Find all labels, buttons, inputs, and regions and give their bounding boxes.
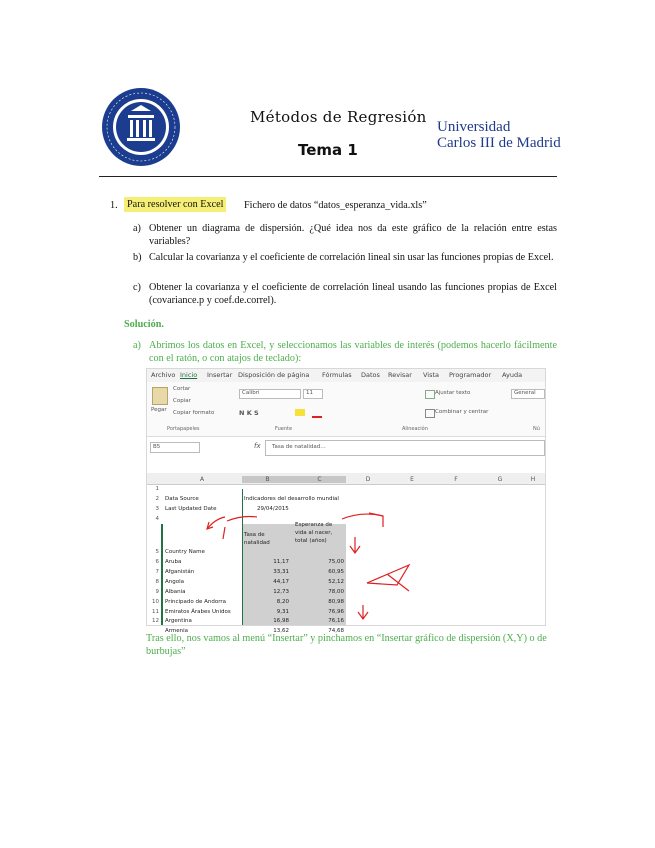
row-number[interactable]: 7 (155, 569, 159, 575)
solution-after-text: Tras ello, nos vamos al menú “Insertar” y pinchamos en “Insertar gráfico de dispersión (X,Y) o de burbujas” (146, 633, 547, 657)
row-number[interactable]: 2 (155, 496, 159, 502)
menu-formulas[interactable]: Fórmulas (322, 371, 352, 379)
format-painter-button[interactable]: Copiar formato (173, 410, 215, 416)
group-alineacion: Alineación (402, 426, 428, 432)
cell-birth-rate[interactable]: 13,62 (273, 628, 289, 634)
question-highlight: Para resolver con Excel (124, 197, 226, 212)
row-number[interactable]: 8 (155, 579, 159, 585)
menu-insertar[interactable]: Insertar (207, 371, 233, 379)
part-text: Obtener un diagrama de dispersión. ¿Qué idea nos da este gráfico de la relación entre estas variables? (149, 223, 557, 247)
group-portapapeles: Portapapeles (167, 426, 200, 432)
menu-revisar[interactable]: Revisar (388, 371, 412, 379)
red-annotations (147, 369, 545, 625)
cell-birth-rate[interactable]: 33,31 (273, 569, 289, 575)
row-number[interactable]: 1 (155, 486, 159, 492)
cell-country[interactable]: Principado de Andorra (165, 599, 227, 605)
row-number[interactable]: 3 (155, 506, 159, 512)
row-number[interactable]: 9 (155, 589, 159, 595)
font-size-value: 11 (306, 390, 313, 396)
group-numero: Nú (533, 426, 540, 432)
cell-a3[interactable]: Last Updated Date (165, 506, 217, 512)
cell-birth-rate[interactable]: 44,17 (273, 579, 289, 585)
cell-life-exp[interactable]: 80,98 (328, 599, 344, 605)
menu-datos[interactable]: Datos (361, 371, 380, 379)
cell-birth-rate[interactable]: 16,98 (273, 618, 289, 624)
question-number: 1. (110, 200, 118, 211)
solution-title: Solución. (124, 319, 164, 330)
cell-life-exp[interactable]: 76,96 (328, 609, 344, 615)
university-name-line1: Universidad (437, 119, 511, 135)
row-number[interactable]: 6 (155, 559, 159, 565)
col-e-header[interactable]: E (410, 476, 414, 483)
col-c-header[interactable]: C (293, 476, 346, 483)
number-format-value: General (514, 390, 536, 396)
university-name-line2: Carlos III de Madrid (437, 135, 561, 151)
part-text: Obtener la covarianza y el coeficiente de correlación lineal usando las funciones propias de Excel (covariance.p y coef.de.correl). (149, 282, 557, 306)
cut-button[interactable]: Cortar (173, 386, 191, 392)
topic-title: Tema 1 (298, 141, 358, 159)
question-part-a (133, 222, 557, 248)
cell-life-exp[interactable]: 74,68 (328, 628, 344, 634)
cell-country[interactable]: Argentina (165, 618, 192, 624)
excel-screenshot (146, 368, 546, 634)
question-part-b (133, 251, 557, 277)
header-rule (99, 176, 557, 177)
cell-birth-rate[interactable]: 9,31 (276, 609, 289, 615)
menu-disposicion[interactable]: Disposición de página (238, 371, 310, 379)
group-fuente: Fuente (275, 426, 293, 432)
part-label: b) (133, 252, 142, 263)
cell-country[interactable]: Afganistán (165, 569, 195, 575)
cell-life-exp[interactable]: 76,16 (328, 618, 344, 624)
row-number[interactable]: 10 (152, 599, 159, 605)
cell-country[interactable]: Aruba (165, 559, 182, 565)
merge-center-button[interactable]: Combinar y centrar (435, 409, 489, 415)
cell-a5[interactable]: Country Name (165, 549, 205, 555)
menu-ayuda[interactable]: Ayuda (502, 371, 523, 379)
cell-birth-rate[interactable]: 8,20 (276, 599, 289, 605)
formula-value: Tasa de natalidad… (272, 444, 326, 450)
part-label: a) (133, 223, 141, 234)
col-f-header[interactable]: F (454, 476, 458, 483)
menu-programador[interactable]: Programador (449, 371, 492, 379)
cell-country[interactable]: Armenia (165, 628, 189, 634)
menu-inicio[interactable]: Inicio (180, 371, 198, 379)
row-number[interactable]: 5 (155, 549, 159, 555)
university-logo (101, 87, 181, 167)
part-label: a) (133, 340, 141, 351)
menu-archivo[interactable]: Archivo (151, 371, 176, 379)
course-title: Métodos de Regresión (250, 108, 427, 126)
cell-life-exp[interactable]: 52,12 (328, 579, 344, 585)
col-h-header[interactable]: H (530, 476, 536, 483)
copy-button[interactable]: Copiar (173, 398, 191, 404)
cell-country[interactable]: Albania (165, 589, 186, 595)
question-part-c (133, 281, 557, 307)
cell-life-exp[interactable]: 78,00 (328, 589, 344, 595)
question-text: Fichero de datos “datos_esperanza_vida.xls” (244, 200, 427, 211)
part-text: Calcular la covarianza y el coeficiente de correlación lineal sin usar las funciones propias de Excel. (149, 252, 554, 263)
row-number[interactable]: 4 (155, 516, 159, 522)
cell-a2[interactable]: Data Source (165, 496, 199, 502)
col-g-header[interactable]: G (497, 476, 503, 483)
cell-b2[interactable]: Indicadores del desarrollo mundial (244, 496, 339, 502)
cell-life-exp[interactable]: 75,00 (328, 559, 344, 565)
cell-country[interactable]: Angola (165, 579, 185, 585)
col-a-header[interactable]: A (199, 476, 205, 483)
cell-life-exp[interactable]: 60,95 (328, 569, 344, 575)
row-number[interactable]: 12 (152, 618, 159, 624)
cell-country[interactable]: Emiratos Árabes Unidos (165, 609, 231, 615)
menu-vista[interactable]: Vista (423, 371, 440, 379)
part-text: Abrimos los datos en Excel, y seleccionamos las variables de interés (podemos hacerlo fácilmente con el ratón, o con atajos de teclado): (149, 340, 557, 364)
font-name-value: Calibri (242, 390, 260, 396)
name-box-value: B5 (153, 444, 161, 450)
cell-b3[interactable]: 29/04/2015 (257, 506, 289, 512)
cell-birth-rate[interactable]: 11,17 (273, 559, 289, 565)
cell-c5[interactable]: Esperanza de vida al nacer, total (años) (295, 522, 333, 544)
fx-icon: fx (254, 442, 261, 450)
row-number[interactable]: 11 (152, 609, 159, 615)
bold-italic-underline[interactable]: N K S (239, 409, 259, 417)
col-d-header[interactable]: D (365, 476, 371, 483)
paste-label[interactable]: Pegar (151, 407, 167, 413)
solution-part-a (133, 339, 557, 365)
wrap-text-button[interactable]: Ajustar texto (435, 390, 471, 396)
cell-birth-rate[interactable]: 12,73 (273, 589, 289, 595)
part-label: c) (133, 282, 141, 293)
col-b-header[interactable]: B (242, 476, 293, 483)
cell-b5[interactable]: Tasa de natalidad (244, 532, 270, 546)
